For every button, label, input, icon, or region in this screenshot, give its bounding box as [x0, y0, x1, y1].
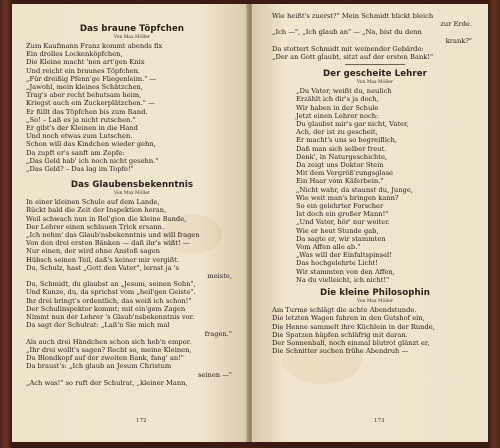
- poem-body: [272, 87, 478, 284]
- poem-line: „Du Vater, weißt du, neulich: [296, 87, 392, 96]
- poem-line: Jetzt einen Lehrer noch:: [296, 111, 379, 120]
- poem-title: Das Glaubensbekenntnis: [70, 180, 194, 191]
- page-number: 172: [136, 418, 147, 424]
- poem-line: Nimmt nun der Lehrer 's Glaub'nsbekenntnis vor.: [26, 313, 195, 322]
- poem-title: Der gescheite Lehrer: [323, 69, 427, 80]
- poem-line: „Jawohl, mein kleines Schätzchen,: [26, 83, 143, 92]
- poem-body: [272, 306, 478, 355]
- poem-line: Zum Kaufmann Franz kommt abends fix: [26, 42, 163, 50]
- poem-body: [26, 42, 238, 173]
- poem-line: Du glaubst mir's gar nicht, Vater,: [296, 120, 409, 129]
- poem-line: Da zupft er's sanft am Zopfe:: [26, 148, 125, 157]
- poem-line: Weil schwach nun in Rel'gion die kleine Bande,: [26, 214, 187, 223]
- poem-line: Am Turme schlägt die achte Abendstunde.: [272, 306, 417, 315]
- poem-line: „Und Vater, hör' nur weiter.: [296, 218, 390, 227]
- poem-line: „Ich nehm' das Glaub'nsbekenntnis und will fragen: [26, 231, 200, 240]
- poem-line: „Der an Gott glaubt, sitzt auf der ersten Bank!": [272, 53, 434, 62]
- poem-line: Der Sonnenball, noch einmal blutrot glänzt er,: [272, 338, 430, 347]
- poem-line: Als auch drei Händchen schon sich heb'n empor.: [26, 337, 192, 346]
- left-page-content: [26, 24, 238, 387]
- poem-line: Da stottert Schmidt mit weinender Gebärde:: [272, 44, 424, 53]
- poem-body: [26, 198, 238, 387]
- poem-line: Und Kunze, du, da sprichst vom „heil'gen Geiste".: [26, 288, 196, 297]
- poem-line: Ach, der ist zu gescheit,: [296, 128, 378, 137]
- poem-line: Wie er heut Stunde gab,: [296, 226, 379, 235]
- poem-line: So ein gelehrter Forscher: [296, 202, 384, 211]
- poem-line: Und reicht ein braunes Töpfchen.: [26, 66, 141, 75]
- poem-line: Rückt bald die Zeit der Inspektion heran,: [26, 206, 167, 215]
- left-page: [12, 4, 248, 442]
- poem-line: Ihr drei bringt's ordentlich, das weiß ich schon!": [26, 296, 192, 305]
- section-divider: [345, 64, 405, 65]
- poem-line: Die Kleine macht 'nen art'gen Knix: [26, 58, 145, 67]
- poem-line: Er macht's uns so begreiflich,: [296, 136, 398, 145]
- poem-line: Ein drolles Lockenköpfchen,: [26, 50, 123, 59]
- poem-line: Mit dem Vergröß'rungsglase: [296, 169, 394, 178]
- right-page-content: [272, 12, 478, 355]
- poem-line: Wir stammten von den Affen,: [296, 267, 395, 276]
- poem-line: Er füllt das Töpfchen bis zum Rand.: [26, 107, 148, 116]
- poem-line: Der Schulinspektor kommt; mit ein'gem Zagen: [26, 304, 186, 313]
- right-page: [252, 4, 488, 442]
- poem-line: „Das Geld? – Das lag im Topfe!": [26, 165, 134, 174]
- poem-line: Erzählt ich dir's ja doch,: [296, 95, 379, 104]
- poem-line: Da zeigt uns Doktor Stein: [296, 161, 384, 170]
- poem-author: Von Max Möller: [356, 299, 394, 305]
- poem-line: „Das Geld hab' ich noch nicht gesehn.": [26, 156, 159, 165]
- poem-line: „Für dreißig Pfenn'ge Fliegenleim." —: [26, 74, 157, 83]
- poem-line: Na du vielleicht, ich nicht!": [296, 275, 390, 284]
- poem-line: Ein Haar vom Käferbein.": [296, 177, 384, 186]
- poem-author: Von Max Möller: [113, 35, 151, 40]
- poem-line: Wie weit man's bringen kann?: [296, 193, 399, 202]
- poem-line: Wir haben in der Schule: [296, 103, 379, 112]
- poem-line: seinen —": [198, 370, 232, 379]
- poem-line: Vom Affen alle ab.": [296, 243, 361, 252]
- poem-line: Ist doch ein großer Mann!": [296, 210, 389, 219]
- poem-line: „So! – Laß es ja nicht rutschen.": [26, 115, 136, 124]
- poem-line: Denk', in Naturgeschichte,: [296, 152, 388, 161]
- poem-line: Trag's aber recht behutsam heim,: [26, 91, 142, 100]
- poem-line: Und noch etwas zum Lutschen.: [26, 132, 133, 141]
- page-number: 173: [374, 418, 385, 424]
- poem-line: Von den drei ersten Bänken — daß ihr's wißt! —: [26, 239, 190, 248]
- poem-line: In einer kleinen Schule auf dem Lande,: [26, 198, 160, 207]
- poem-line: „Ich —", „Ich glaub an" — „Na, bist du denn: [272, 28, 422, 37]
- poem-line: Schon will das Kindchen wieder gehn,: [26, 140, 156, 149]
- poem-line: Da sagt der Schulrat: „Laß'n Sie mich mal: [26, 321, 170, 330]
- poem-continuation: [272, 12, 478, 61]
- poem-line: Wie heißt's zuerst?" Mein Schmidt blickt bleich: [272, 12, 434, 20]
- poem-title: Die kleine Philosophin: [319, 288, 431, 299]
- poem-line: Du, Schulz, hast „Gott den Vater", lernst ja 's: [26, 263, 179, 272]
- poem-line: Nur einen, der wird ohne Anstoß sagen: [26, 247, 160, 256]
- poem-line: Da braust's: „Ich glaub an Jesum Christum: [26, 362, 172, 371]
- poem-line: Du Blondkopf auf der zweiten Bank, fang' an!": [26, 354, 184, 363]
- poem-line: „Ihr drei wollt's sagen? Recht so, meine Kleinen,: [26, 345, 192, 354]
- poem-line: zur Erde.: [440, 20, 472, 29]
- poem-line: meiste,: [207, 272, 232, 281]
- poem-line: Hübsch seinen Teil, daß's keiner mir vergißt.: [26, 255, 179, 264]
- poem-line: Die Schnitter suchen frühe Abendruh —: [272, 347, 409, 356]
- poem-line: krank?": [445, 36, 472, 45]
- poem-line: „Ach was!" so ruft der Schulrat, „kleiner Mann,: [26, 378, 188, 387]
- poem-line: Da sagte er, wir stammten: [296, 234, 386, 243]
- poem-line: Du, Schmidt, du glaubst an „Jesum, seinen Sohn",: [26, 280, 196, 289]
- poem-line: Die Henne sammelt ihre Küchlein in der Runde,: [272, 322, 435, 331]
- poem-line: „Nicht wahr, da staunst du, Junge,: [296, 185, 413, 194]
- poem-title: Das braune Töpfchen: [79, 24, 185, 34]
- poem-line: Das hochgelehrte Licht!: [296, 259, 378, 268]
- poem-author: Von Max Möller: [356, 80, 394, 86]
- poem-line: Er gibt's der Kleinen in die Hand: [26, 124, 138, 133]
- poem-line: Daß man sich selber freut.: [296, 144, 387, 153]
- poem-author: Von Max Möller: [113, 191, 151, 197]
- poem-line: Die letzten Wagen fahren in den Gutshof ein,: [272, 314, 425, 323]
- poem-line: Der Lehrer einen schlauen Trick ersann.: [26, 222, 164, 231]
- poem-line: „Was will der Einfaltspinsel!: [296, 251, 392, 260]
- poem-line: Die Spatzen hüpfen schläfrig mit daran.: [272, 330, 408, 339]
- poem-line: fragen.": [204, 329, 232, 338]
- poem-line: Kriegst auch ein Zuckerplätzchen." —: [26, 99, 155, 108]
